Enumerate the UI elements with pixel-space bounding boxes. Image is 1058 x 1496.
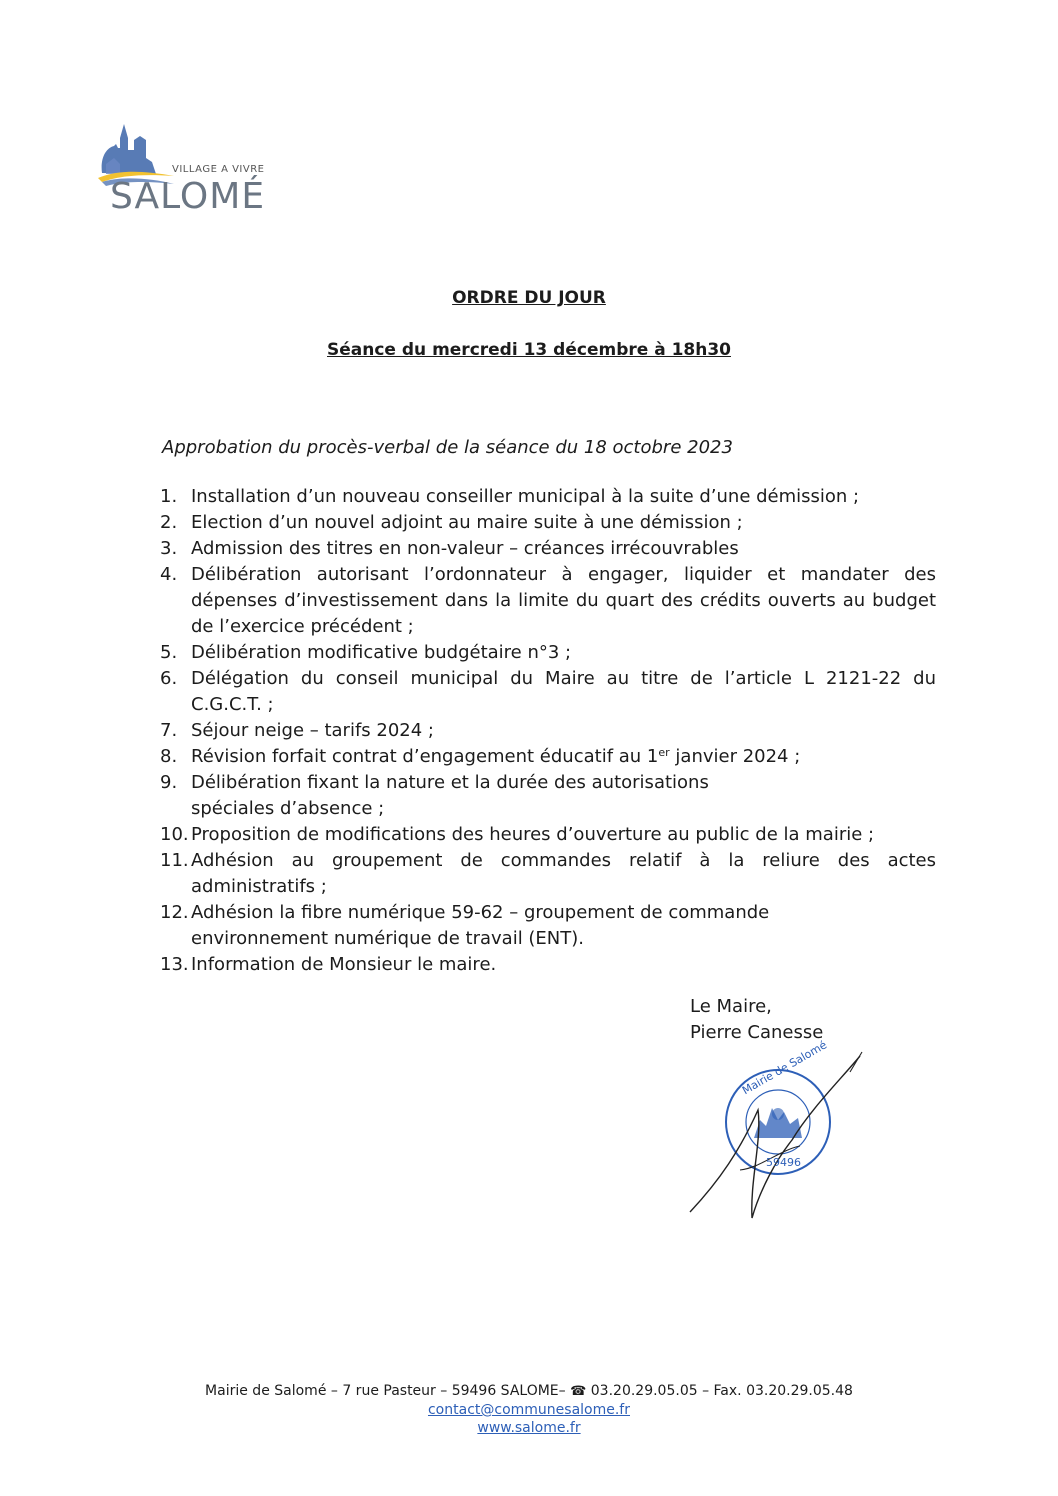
- salome-logo: [96, 118, 266, 218]
- agenda-item: [160, 718, 936, 744]
- agenda-item: [160, 640, 936, 666]
- logo-tagline: VILLAGE A VIVRE: [172, 164, 265, 175]
- agenda-item-number: 9.: [160, 772, 178, 793]
- agenda-item-text-after: janvier 2024 ;: [669, 746, 801, 767]
- agenda-item: [160, 900, 936, 952]
- agenda-item-text: Délibération autorisant l’ordonnateur à engager, liquider et mandater des dépenses d’investissement dans la limite du quart des crédits ouverts au budget de l’exercice précédent ;: [191, 564, 936, 637]
- agenda-item-text: Délibération modificative budgétaire n°3 ;: [191, 642, 572, 663]
- agenda-item-text: Adhésion au groupement de commandes relatif à la reliure des actes administratifs ;: [191, 850, 936, 897]
- agenda-item-text: Election d’un nouvel adjoint au maire suite à une démission ;: [191, 512, 743, 533]
- stamp-text: Mairie de Salomé: [740, 1038, 830, 1098]
- signature-role: Le Maire,: [690, 996, 772, 1017]
- agenda-item-text: Délégation du conseil municipal du Maire au titre de l’article L 2121-22 du C.G.C.T. ;: [191, 668, 936, 715]
- agenda-item: [160, 484, 936, 510]
- agenda-item-number: 12.: [160, 902, 189, 923]
- agenda-item: [160, 536, 936, 562]
- approval-line: Approbation du procès-verbal de la séance du 18 octobre 2023: [162, 437, 733, 458]
- document-title: ORDRE DU JOUR: [452, 288, 606, 308]
- phone-icon: ☎: [570, 1384, 587, 1399]
- stamp-postcode: 59496: [766, 1156, 801, 1169]
- agenda-item-text: Admission des titres en non-valeur – créances irrécouvrables: [191, 538, 739, 559]
- agenda-item-number: 1.: [160, 486, 178, 507]
- agenda-item: [160, 770, 936, 822]
- agenda-item-text: Adhésion la fibre numérique 59-62 – groupement de commande environnement numérique de travail (ENT).: [191, 902, 770, 949]
- logo-name: SALOMÉ: [110, 176, 266, 217]
- session-subtitle: Séance du mercredi 13 décembre à 18h30: [327, 340, 731, 360]
- footer-address-line: [0, 1382, 1058, 1401]
- agenda-item-number: 10.: [160, 824, 189, 845]
- agenda-item-number: 5.: [160, 642, 178, 663]
- page-footer: [0, 1382, 1058, 1437]
- agenda-item-number: 11.: [160, 850, 189, 871]
- agenda-item-text: Séjour neige – tarifs 2024 ;: [191, 720, 434, 741]
- agenda-item: [160, 822, 936, 848]
- agenda-item-text: Information de Monsieur le maire.: [191, 954, 497, 975]
- official-stamp: [680, 1038, 880, 1230]
- agenda-item-number: 6.: [160, 668, 178, 689]
- agenda-item-number: 2.: [160, 512, 178, 533]
- agenda-list: [160, 484, 936, 978]
- agenda-item-text: Délibération fixant la nature et la durée des autorisations spéciales d’absence ;: [191, 772, 709, 819]
- agenda-item: [160, 952, 936, 978]
- agenda-item: [160, 744, 936, 770]
- agenda-item: [160, 510, 936, 536]
- agenda-item: [160, 666, 936, 718]
- signature-name: Pierre Canesse: [690, 1022, 824, 1043]
- agenda-item-number: 4.: [160, 564, 178, 585]
- agenda-item-number: 8.: [160, 746, 178, 767]
- agenda-item-number: 3.: [160, 538, 178, 559]
- agenda-item-text: Installation d’un nouveau conseiller municipal à la suite d’une démission ;: [191, 486, 860, 507]
- signature-block: [690, 994, 823, 1046]
- footer-website-link[interactable]: www.salome.fr: [477, 1420, 581, 1436]
- footer-phone: 03.20.29.05.05: [590, 1383, 698, 1399]
- agenda-item: [160, 562, 936, 640]
- agenda-item-text: Révision forfait contrat d’engagement éducatif au 1: [191, 746, 659, 767]
- agenda-item-superscript: er: [658, 746, 670, 759]
- agenda-item-number: 7.: [160, 720, 178, 741]
- agenda-item-number: 13.: [160, 954, 189, 975]
- footer-address: Mairie de Salomé – 7 rue Pasteur – 59496 SALOME–: [205, 1383, 566, 1399]
- footer-email-link[interactable]: contact@communesalome.fr: [427, 1402, 630, 1418]
- agenda-item: [160, 848, 936, 900]
- footer-fax: – Fax. 03.20.29.05.48: [702, 1383, 853, 1399]
- agenda-item-text: Proposition de modifications des heures d’ouverture au public de la mairie ;: [191, 824, 875, 845]
